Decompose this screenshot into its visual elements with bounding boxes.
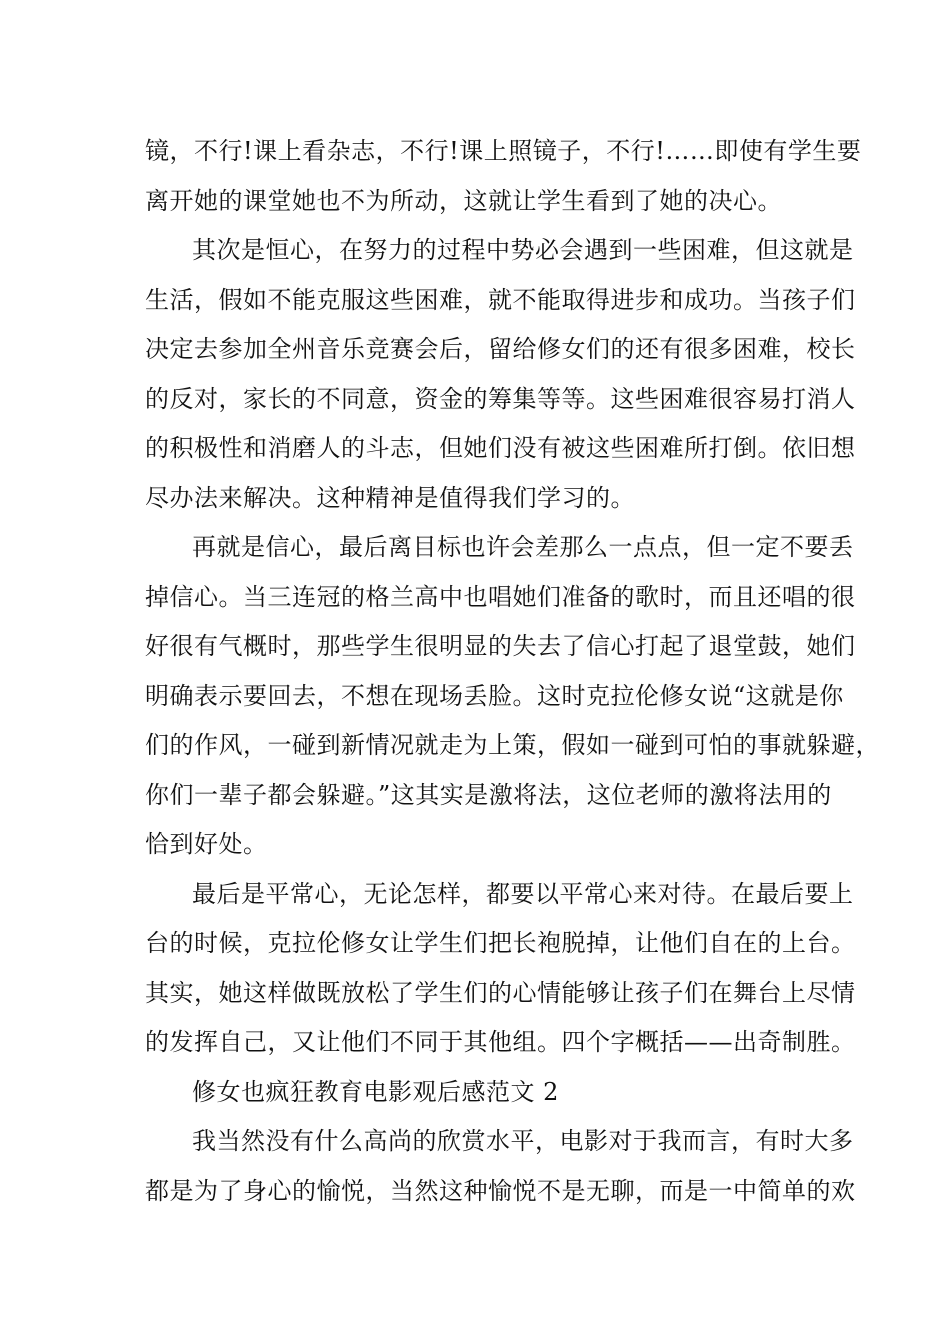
text-line: 其实，她这样做既放松了学生们的心情能够让孩子们在舞台上尽情: [145, 978, 856, 1007]
text-line: 掉信心。当三连冠的格兰高中也唱她们准备的歌时，而且还唱的很: [145, 582, 856, 611]
section-heading: 修女也疯狂教育电影观后感范文 2: [192, 1077, 559, 1106]
text-line: 镜，不行!课上看杂志，不行!课上照镜子，不行!……即使有学生要: [145, 137, 862, 165]
paragraph-start-line: 我当然没有什么高尚的欣赏水平，电影对于我而言，有时大多: [192, 1127, 854, 1155]
text-line: 尽办法来解决。这种精神是值得我们学习的。: [145, 483, 635, 512]
text-line: 台的时候，克拉伦修女让学生们把长袍脱掉，让他们自在的上台。: [145, 929, 856, 957]
text-line: 离开她的课堂她也不为所动，这就让学生看到了她的决心。: [145, 186, 782, 215]
text-line: 明确表示要回去，不想在现场丢脸。这时克拉伦修女说“这就是你: [145, 681, 844, 710]
text-line: 们的作风，一碰到新情况就走为上策，假如一碰到可怕的事就躲避，: [145, 731, 880, 759]
text-line: 都是为了身心的愉悦，当然这种愉悦不是无聊，而是一中简单的欢: [145, 1176, 856, 1205]
text-line: 的反对，家长的不同意，资金的筹集等等。这些困难很容易打消人: [145, 384, 856, 413]
text-line: 决定去参加全州音乐竞赛会后，留给修女们的还有很多困难，校长: [145, 335, 856, 363]
paragraph-start-line: 最后是平常心，无论怎样，都要以平常心来对待。在最后要上: [192, 879, 854, 908]
paragraph-start-line: 其次是恒心，在努力的过程中势必会遇到一些困难，但这就是: [192, 236, 854, 264]
text-line: 恰到好处。: [145, 830, 268, 858]
text-line: 好很有气概时，那些学生很明显的失去了信心打起了退堂鼓，她们: [145, 632, 856, 660]
text-line: 的发挥自己，又让他们不同于其他组。四个字概括——出奇制胜。: [145, 1028, 856, 1056]
text-line: 你们一辈子都会躲避。”这其实是激将法，这位老师的激将法用的: [145, 780, 832, 809]
document-body: [145, 127, 880, 1216]
paragraph-start-line: 再就是信心，最后离目标也许会差那么一点点，但一定不要丢: [192, 533, 854, 561]
text-line: 生活，假如不能克服这些困难，就不能取得进步和成功。当孩子们: [145, 285, 856, 314]
text-line: 的积极性和消磨人的斗志，但她们没有被这些困难所打倒。依旧想: [145, 434, 856, 462]
